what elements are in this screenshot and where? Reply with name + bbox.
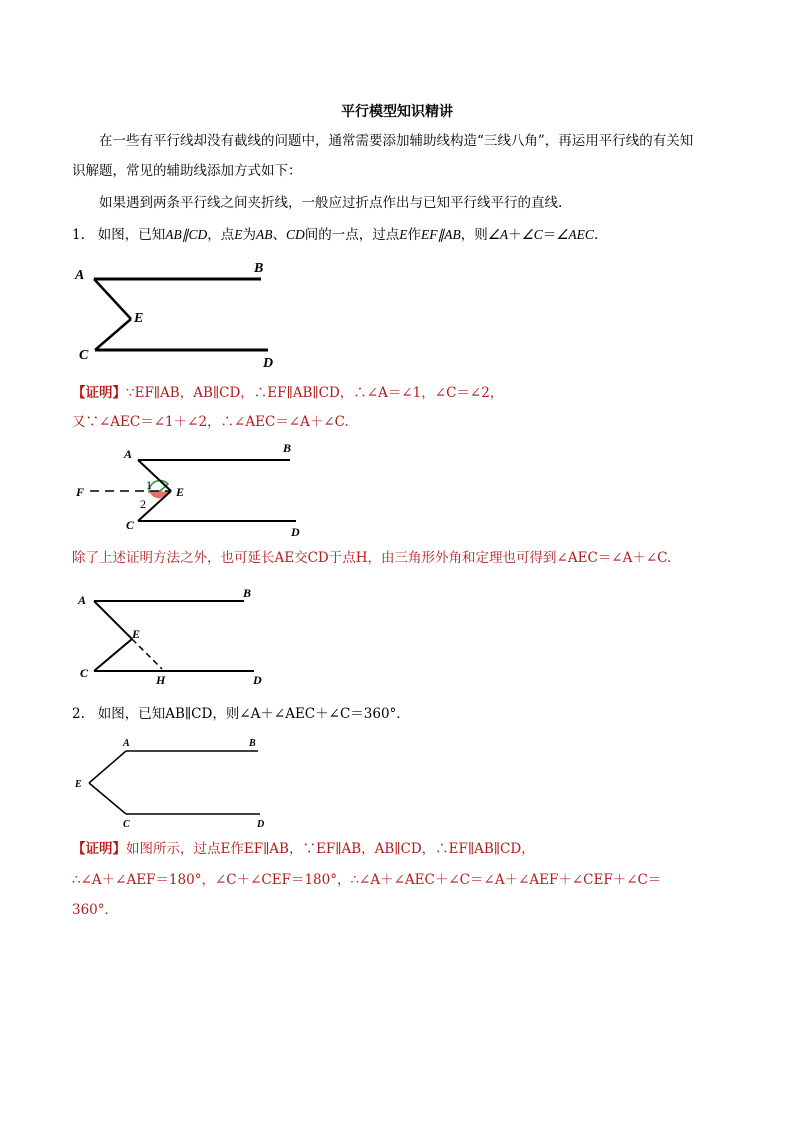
figure-3: [72, 585, 292, 689]
label-c: C: [79, 348, 89, 363]
problem-text: 为: [242, 227, 257, 243]
segment-eh-dashed: [132, 639, 162, 669]
segment-ec: [94, 639, 132, 671]
proof-text: ∵EF∥AB，AB∥CD，∴EF∥AB∥CD，∴∠A＝∠1，∠C＝∠2，: [126, 385, 504, 401]
problem-1: [72, 225, 598, 245]
label-c: C: [123, 819, 130, 830]
label-b: B: [249, 738, 256, 749]
label-d: D: [257, 819, 265, 830]
label-c: C: [80, 666, 89, 680]
problem-text: ，则: [460, 227, 488, 243]
problem-text: 、: [272, 227, 287, 243]
math-expr: EF∥AB: [421, 227, 461, 242]
segment-ae: [94, 279, 131, 319]
figure-1: [68, 256, 298, 376]
proof-2-line-2: ∴∠A＋∠AEF＝180°，∠C＋∠CEF＝180°，∴∠A＋∠AEC＋∠C＝∠A＋∠AEF＋∠CEF＋∠C＝: [72, 872, 662, 888]
math-expr: ∠C: [521, 227, 543, 242]
label-b: B: [283, 441, 292, 455]
label-e: E: [132, 627, 141, 641]
proof-1-line-2: 又∵∠AEC＝∠1＋∠2，∴∠AEC＝∠A＋∠C.: [72, 414, 349, 430]
label-d: D: [291, 525, 300, 539]
problem-text: ，点: [207, 227, 235, 243]
page-title: 平行模型知识精讲: [341, 104, 453, 120]
problem-number: 2.: [72, 706, 85, 722]
figure-4: [70, 735, 280, 831]
segment-ae: [89, 751, 126, 783]
proof-text: 如图所示，过点E作EF∥AB，∵EF∥AB，AB∥CD，∴EF∥AB∥CD，: [126, 841, 535, 857]
math-expr: AB∥CD: [165, 227, 208, 242]
problem-text: 间的一点，过点: [304, 227, 400, 243]
proof-1-line-1: [72, 383, 503, 403]
problem-text: ＋: [508, 227, 522, 243]
problem-text: 作: [407, 227, 422, 243]
segment-ae: [138, 460, 171, 491]
label-a: A: [78, 593, 87, 607]
label-d: D: [253, 673, 262, 687]
label-f: F: [76, 485, 85, 499]
problem-2: [72, 704, 410, 724]
math-expr: AB: [256, 227, 273, 242]
label-e: E: [75, 779, 82, 790]
segment-ae: [94, 601, 132, 639]
math-expr: E: [399, 227, 408, 242]
proof-2-line-3: 360°．: [72, 902, 119, 918]
proof-2-line-1: [72, 839, 535, 859]
label-a: A: [75, 268, 85, 283]
segment-ec: [95, 319, 131, 350]
problem-text: ＝: [542, 227, 557, 243]
label-d: D: [263, 356, 274, 371]
label-e: E: [134, 311, 144, 326]
alt-proof-line: 除了上述证明方法之外，也可延长AE交CD于点H，由三角形外角和定理也可得到∠AEC＝∠A＋∠C.: [72, 550, 672, 566]
label-angle-1: 1: [146, 478, 152, 492]
intro-line-2: 识解题，常见的辅助线添加方式如下：: [72, 163, 302, 179]
math-expr: CD: [286, 227, 305, 242]
proof-bracket: 【证明】: [72, 385, 126, 401]
math-expr: ∠AEC: [556, 227, 594, 242]
label-e: E: [176, 485, 185, 499]
intro-line-1: 在一些有平行线却没有截线的问题中，通常需要添加辅助线构造“三线八角”，再运用平行线的有关知: [99, 133, 694, 149]
segment-ec: [89, 783, 126, 814]
figure-2: [70, 440, 310, 540]
problem-text: 如图，已知AB∥CD，则∠A＋∠AEC＋∠C＝360°．: [97, 706, 410, 722]
label-angle-2: 2: [140, 497, 146, 511]
label-c: C: [126, 518, 135, 532]
label-b: B: [254, 261, 264, 276]
label-b: B: [243, 586, 252, 600]
math-expr: ∠A: [487, 227, 509, 242]
problem-text: .: [593, 227, 599, 243]
math-expr: E: [234, 227, 243, 242]
problem-text: 如图，已知: [97, 227, 166, 243]
label-a: A: [124, 447, 133, 461]
intro-line-3: 如果遇到两条平行线之间夹折线，一般应过折点作出与已知平行线平行的直线.: [99, 195, 563, 211]
problem-number: 1.: [72, 227, 85, 243]
proof-bracket: 【证明】: [72, 841, 126, 857]
label-h: H: [156, 673, 166, 687]
label-a: A: [123, 738, 130, 749]
